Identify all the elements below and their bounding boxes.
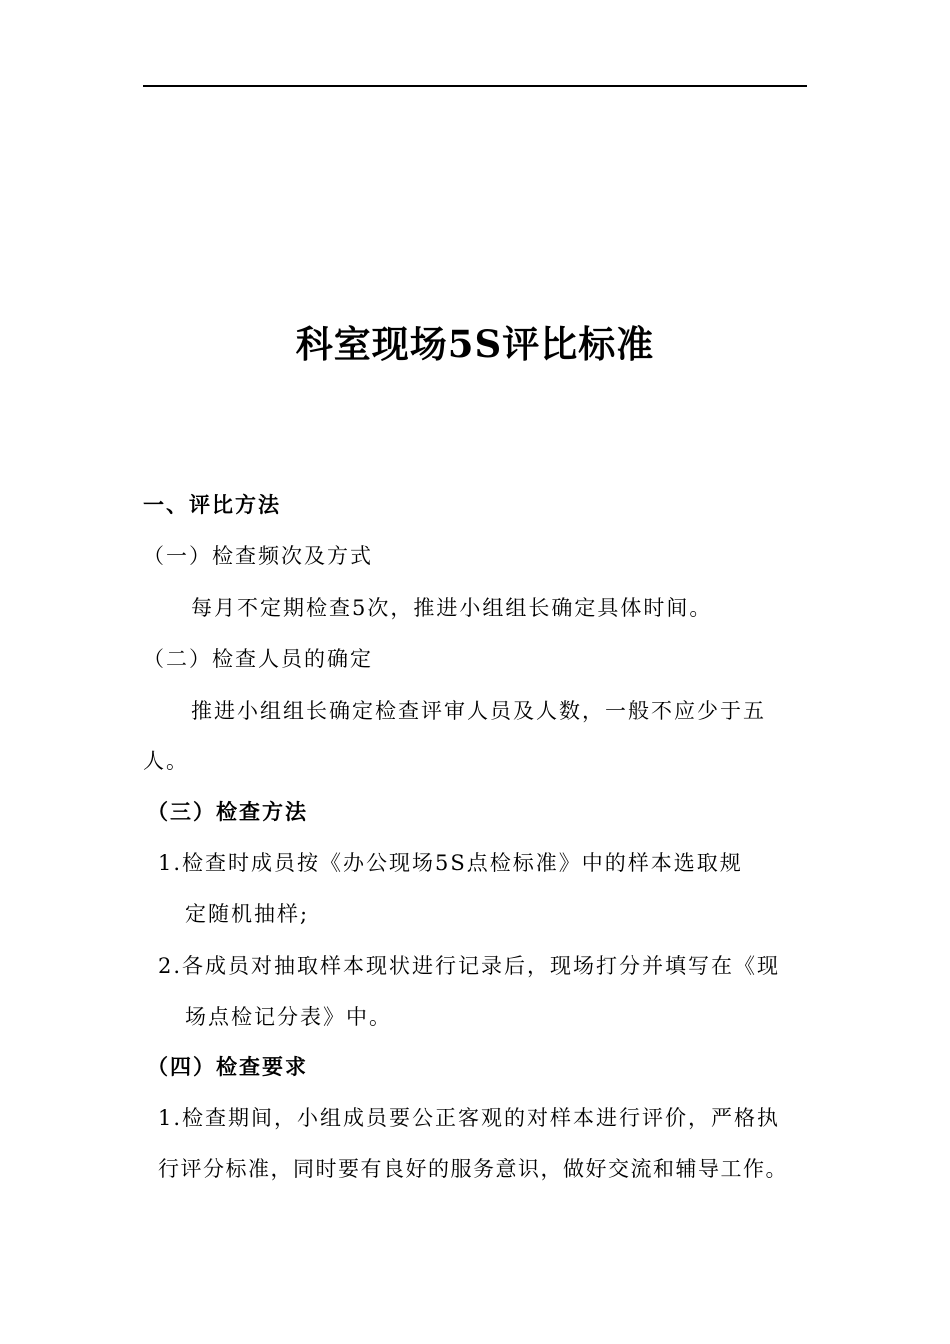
- list-item: 1.检查期间，小组成员要公正客观的对样本进行评价，严格执: [158, 1106, 781, 1130]
- subsection-heading-text: （一）检查频次及方式: [143, 544, 373, 568]
- subsection-heading: （二）检查人员的确定: [143, 647, 373, 671]
- list-item-continuation: 定随机抽样;: [185, 902, 310, 926]
- paragraph-continuation: 人。: [143, 749, 189, 773]
- list-item-continuation: 行评分标准，同时要有良好的服务意识，做好交流和辅导工作。: [158, 1157, 788, 1181]
- subsection-heading: [143, 541, 373, 571]
- paragraph: 推进小组组长确定检查评审人员及人数，一般不应少于五: [191, 699, 766, 723]
- subsection-heading: （四）检查要求: [147, 1054, 308, 1079]
- list-item: 2.各成员对抽取样本现状进行记录后，现场打分并填写在《现: [158, 954, 781, 978]
- list-item-continuation: 场点检记分表》中。: [185, 1005, 392, 1029]
- header-rule: [143, 85, 807, 87]
- subsection-heading: （三）检查方法: [147, 799, 308, 824]
- paragraph: 每月不定期检查5次，推进小组组长确定具体时间。: [191, 596, 713, 620]
- page-title: 科室现场5S评比标准: [295, 322, 655, 366]
- section-heading: 一、评比方法: [143, 492, 281, 517]
- list-item: 1.检查时成员按《办公现场5S点检标准》中的样本选取规: [158, 851, 743, 875]
